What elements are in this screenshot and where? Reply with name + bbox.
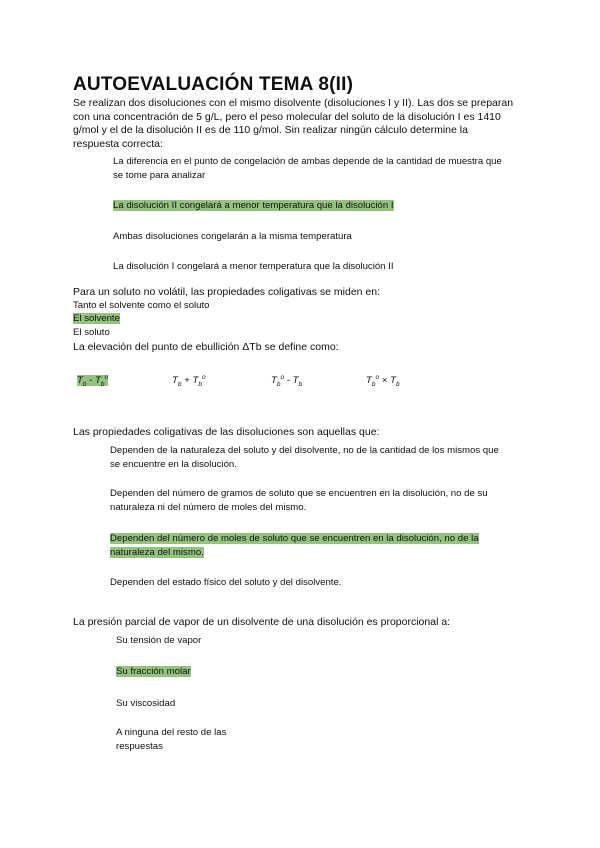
option-line: A ninguna del resto de las	[116, 727, 227, 738]
q1-intro	[73, 97, 513, 151]
q1-intro-line: Se realizan dos disoluciones con el mismo disolvente (disoluciones I y II). Las dos se preparan	[73, 97, 514, 109]
formula-subscript: b	[395, 381, 400, 389]
option-line: Su tensión de vapor	[116, 635, 202, 646]
formula-symbol: T	[172, 375, 178, 387]
q1-intro-line: con una concentración de 5 g/L, pero el peso molecular del soluto de la disolución I es 1410	[73, 110, 501, 123]
option-line	[110, 532, 479, 546]
option-line: Dependen del estado físico del soluto y del disolvente.	[110, 577, 342, 588]
q1-intro-line: g/mol y el de la disolución II es de 110 g/mol. Sin realizar ningún cálculo determine la	[73, 124, 468, 136]
formula-superscript: o	[375, 374, 380, 381]
formula-subscript: b	[100, 381, 105, 389]
option-line: se encuentre en la disolución.	[110, 459, 237, 470]
q1-option-1[interactable]	[113, 155, 502, 183]
formula-symbol: T	[390, 375, 396, 387]
formula-operator: -	[284, 375, 293, 387]
q1-intro-line: respuesta correcta:	[73, 137, 163, 150]
q1-option-4[interactable]	[113, 260, 394, 274]
q4-option-3-correct[interactable]	[110, 532, 479, 560]
option-line: Dependen de la naturaleza del soluto y del disolvente, no de la cantidad de los mismos que	[110, 445, 499, 456]
q1-option-3[interactable]	[113, 230, 352, 244]
q5-question: La presión parcial de vapor de un disolvente de una disolución es proporcional a:	[73, 616, 451, 628]
formula-symbol: T	[271, 375, 277, 387]
option-line-text: naturaleza del mismo.	[110, 547, 204, 558]
q2-question: Para un soluto no volátil, las propiedades coligativas se miden en:	[73, 286, 381, 298]
formula	[77, 374, 109, 389]
q5-option-4[interactable]	[116, 726, 226, 754]
formula-superscript: o	[280, 374, 285, 381]
q3-option-2[interactable]	[172, 371, 206, 392]
formula-operator: -	[86, 375, 96, 387]
formula-subscript: b	[82, 381, 87, 389]
formula-subscript: b	[298, 381, 303, 389]
q5-option-2-correct[interactable]	[116, 665, 191, 679]
q2-option-2-correct[interactable]	[73, 312, 120, 326]
option-line: respuestas	[116, 741, 163, 752]
option-line: naturaleza ni del número de moles del mismo.	[110, 502, 307, 513]
formula-operator: +	[181, 375, 193, 387]
formula-symbol: T	[95, 375, 101, 387]
page-title: AUTOEVALUACIÓN TEMA 8(II)	[73, 74, 354, 95]
option-line: La disolución I congelará a menor temperatura que la disolución II	[113, 261, 394, 272]
q3-option-4[interactable]	[366, 371, 400, 392]
option-line: La disolución II congelará a menor temperatura que la disolución I	[113, 200, 394, 211]
q2-option-1[interactable]: Tanto el solvente como el soluto	[73, 300, 210, 311]
option-line: Su fracción molar	[116, 666, 191, 677]
q4-option-1[interactable]	[110, 444, 499, 472]
formula-superscript: o	[201, 374, 206, 381]
option-line: Dependen del número de gramos de soluto que se encuentren en la disolución, no de su	[110, 488, 488, 499]
q3-option-1-correct[interactable]	[77, 371, 108, 392]
q4-option-4[interactable]	[110, 576, 341, 590]
q4-question: Las propiedades coligativas de las disoluciones son aquellas que:	[73, 426, 380, 438]
formula-operator: ×	[379, 375, 391, 387]
formula-symbol: T	[77, 375, 83, 387]
q5-option-3[interactable]	[116, 697, 175, 711]
option-text: El solvente	[73, 313, 120, 324]
q3-question: La elevación del punto de ebullición ΔTb se define como:	[73, 341, 339, 353]
q5-option-1[interactable]	[116, 634, 201, 648]
q4-option-2[interactable]	[110, 487, 488, 515]
option-line	[110, 546, 479, 560]
option-line: Ambas disoluciones congelarán a la misma temperatura	[113, 231, 352, 242]
option-line: se tome para analizar	[113, 170, 206, 181]
option-line: La diferencia en el punto de congelación de ambas depende de la cantidad de muestra que	[113, 156, 502, 167]
q3-option-3[interactable]	[271, 371, 302, 392]
option-line-text: Dependen del número de moles de soluto que se encuentren en la disolución, no de la	[110, 533, 479, 544]
formula-subscript: b	[177, 381, 182, 389]
formula-symbol: T	[292, 375, 299, 387]
formula-subscript: b	[371, 381, 376, 389]
q1-option-2-correct[interactable]	[113, 199, 394, 213]
q2-option-3[interactable]: El soluto	[73, 327, 110, 338]
formula-symbol: T	[366, 375, 372, 387]
formula-superscript: o	[104, 374, 109, 381]
option-line: Su viscosidad	[116, 698, 176, 709]
formula-subscript: b	[198, 381, 202, 389]
formula-symbol: T	[192, 375, 199, 387]
formula-subscript: b	[276, 381, 281, 389]
